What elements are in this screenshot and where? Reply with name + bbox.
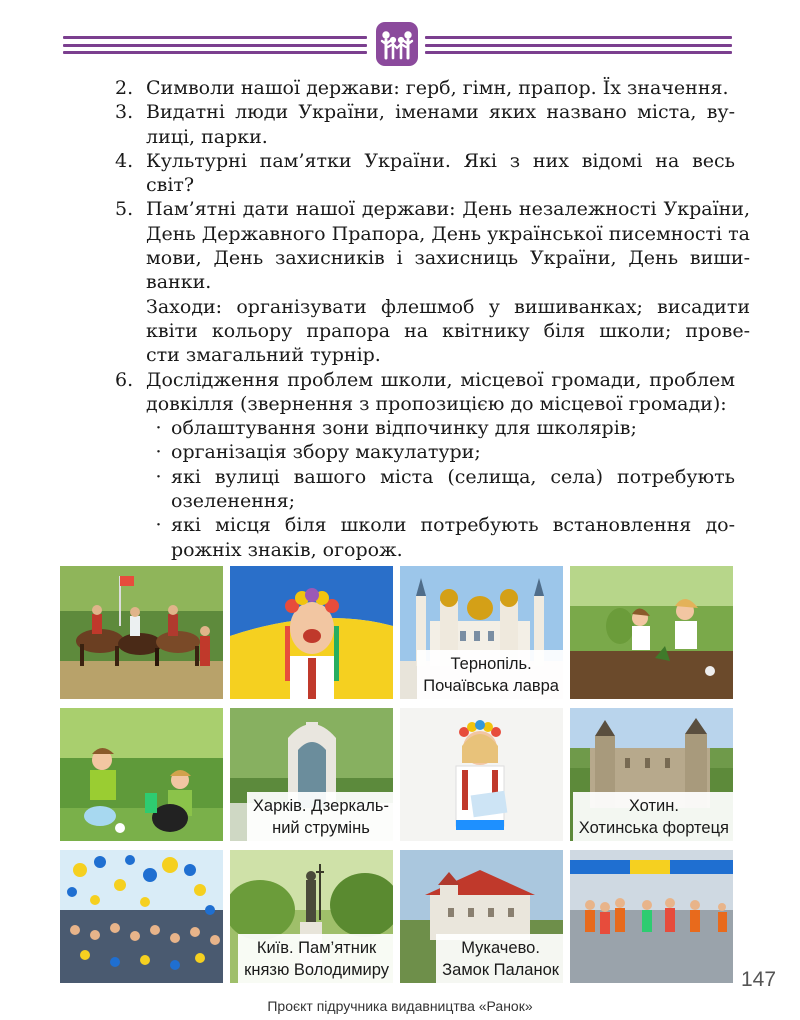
- caption-line: Хотин.: [628, 797, 679, 815]
- text-line: ванки.: [146, 271, 212, 294]
- bullet-item: [146, 513, 735, 562]
- palanok-castle-photo: [400, 850, 563, 983]
- caption-line: Хотинська фортеця: [578, 819, 729, 837]
- text-line: лиці, парки.: [146, 125, 268, 148]
- text-line: сти змагальний турнір.: [146, 344, 381, 367]
- marathon-finish-photo: [570, 850, 733, 983]
- girl-reading-photo: [400, 708, 563, 841]
- item-number: 6.: [115, 368, 134, 391]
- photo-gallery: [60, 566, 732, 983]
- bullet-text: [171, 416, 735, 440]
- girl-reading-photo-image: [400, 708, 563, 841]
- text-line: День Державного Прапора, День української писемності та: [146, 222, 751, 245]
- list-item: [115, 76, 735, 100]
- item-text: [146, 149, 735, 198]
- text-line: Культурні пам’ятки України. Які з них відомі на весь: [146, 149, 735, 172]
- bullet-text: [171, 440, 735, 464]
- section-badge: [376, 22, 418, 66]
- text-line: рожніх знаків, огорож.: [171, 538, 403, 561]
- photo-caption: [573, 792, 733, 841]
- text-line: озеленення;: [171, 490, 295, 513]
- pochaiv-lavra-photo: [400, 566, 563, 699]
- list-item: [115, 368, 735, 562]
- bullet-icon: ·: [155, 441, 162, 464]
- text-line: облаштування зони відпочинку для школярів;: [171, 417, 637, 440]
- bullet-text: [171, 465, 735, 514]
- bullet-icon: ·: [155, 465, 162, 488]
- header-stripes-left: [63, 36, 367, 54]
- text-line: квіти кольору прапора на квітнику біля школи; прове-: [146, 319, 751, 342]
- bullet-icon: ·: [155, 417, 162, 440]
- children-recycling-photo: [60, 708, 223, 841]
- caption-line: князю Володимиру: [244, 961, 389, 979]
- bullet-item: [146, 465, 735, 514]
- girl-flag-wreath-photo-image: [230, 566, 393, 699]
- text-line: світ?: [146, 174, 195, 197]
- lesson-topics-list: [115, 76, 751, 562]
- bullet-text: [171, 513, 735, 562]
- item-number: 4.: [115, 149, 134, 172]
- photo-caption: [247, 792, 393, 841]
- bullet-icon: ·: [155, 514, 162, 537]
- caption-line: ний струмінь: [272, 819, 370, 837]
- children-planting-photo: [570, 566, 733, 699]
- list-item: [115, 197, 751, 367]
- photo-caption: [238, 934, 393, 983]
- page-number: 147: [741, 968, 777, 991]
- publisher-footer: Проєкт підручника видавництва «Ранок»: [267, 998, 533, 1014]
- cossack-horses-photo: [60, 566, 223, 699]
- marathon-finish-photo-image: [570, 850, 733, 983]
- list-item: [115, 149, 735, 198]
- balloons-crowd-photo: [60, 850, 223, 983]
- activities-paragraph: [146, 295, 750, 368]
- photo-caption: [436, 934, 563, 983]
- item-number: 2.: [115, 77, 134, 99]
- text-line: Видатні люди України, іменами яких названо міста, ву-: [146, 101, 735, 124]
- text-line: довкілля (звернення з пропозицією до місцевої громади):: [146, 392, 727, 415]
- item-number: 3.: [115, 101, 134, 124]
- text-line: які вулиці вашого міста (селища, села) потребують: [171, 465, 735, 488]
- page-header: [60, 22, 732, 68]
- caption-line: Замок Паланок: [442, 961, 559, 979]
- text-line: які місця біля школи потребують встановлення до-: [171, 514, 735, 537]
- caption-line: Почаївська лавра: [423, 677, 559, 695]
- caption-line: Київ. Пам’ятник: [256, 939, 377, 957]
- item-text: [146, 368, 735, 562]
- family-icon: [380, 27, 414, 61]
- children-planting-photo-image: [570, 566, 733, 699]
- text-line: Пам’ятні дати нашої держави: День незалежності України,: [146, 198, 751, 221]
- bullet-item: [146, 440, 735, 464]
- cossack-horses-photo-image: [60, 566, 223, 699]
- text-line: Дослідження проблем школи, місцевої громади, проблем: [146, 368, 735, 391]
- item-text: [146, 76, 735, 100]
- item-text: [146, 197, 750, 367]
- text-line: мови, День захисників і захисниць України, День виши-: [146, 247, 751, 270]
- list-item: [115, 100, 735, 149]
- item-number: 5.: [115, 198, 134, 221]
- caption-line: Харків. Дзеркаль-: [252, 797, 389, 815]
- khotyn-fortress-photo: [570, 708, 733, 841]
- girl-flag-wreath-photo: [230, 566, 393, 699]
- text-line: Заходи: організувати флешмоб у вишиванках; висадити: [146, 295, 751, 318]
- balloons-crowd-photo-image: [60, 850, 223, 983]
- caption-line: Мукачево.: [461, 939, 540, 957]
- volodymyr-monument-photo: [230, 850, 393, 983]
- caption-line: Тернопіль.: [450, 655, 532, 673]
- item-text: [146, 100, 735, 149]
- photo-caption: [417, 650, 563, 699]
- text-line: Символи нашої держави: герб, гімн, прапор. Їх значення.: [146, 77, 729, 99]
- header-stripes-right: [425, 36, 732, 54]
- mirror-stream-photo: [230, 708, 393, 841]
- children-recycling-photo-image: [60, 708, 223, 841]
- text-line: організація збору макулатури;: [171, 441, 481, 464]
- bullet-item: [146, 416, 735, 440]
